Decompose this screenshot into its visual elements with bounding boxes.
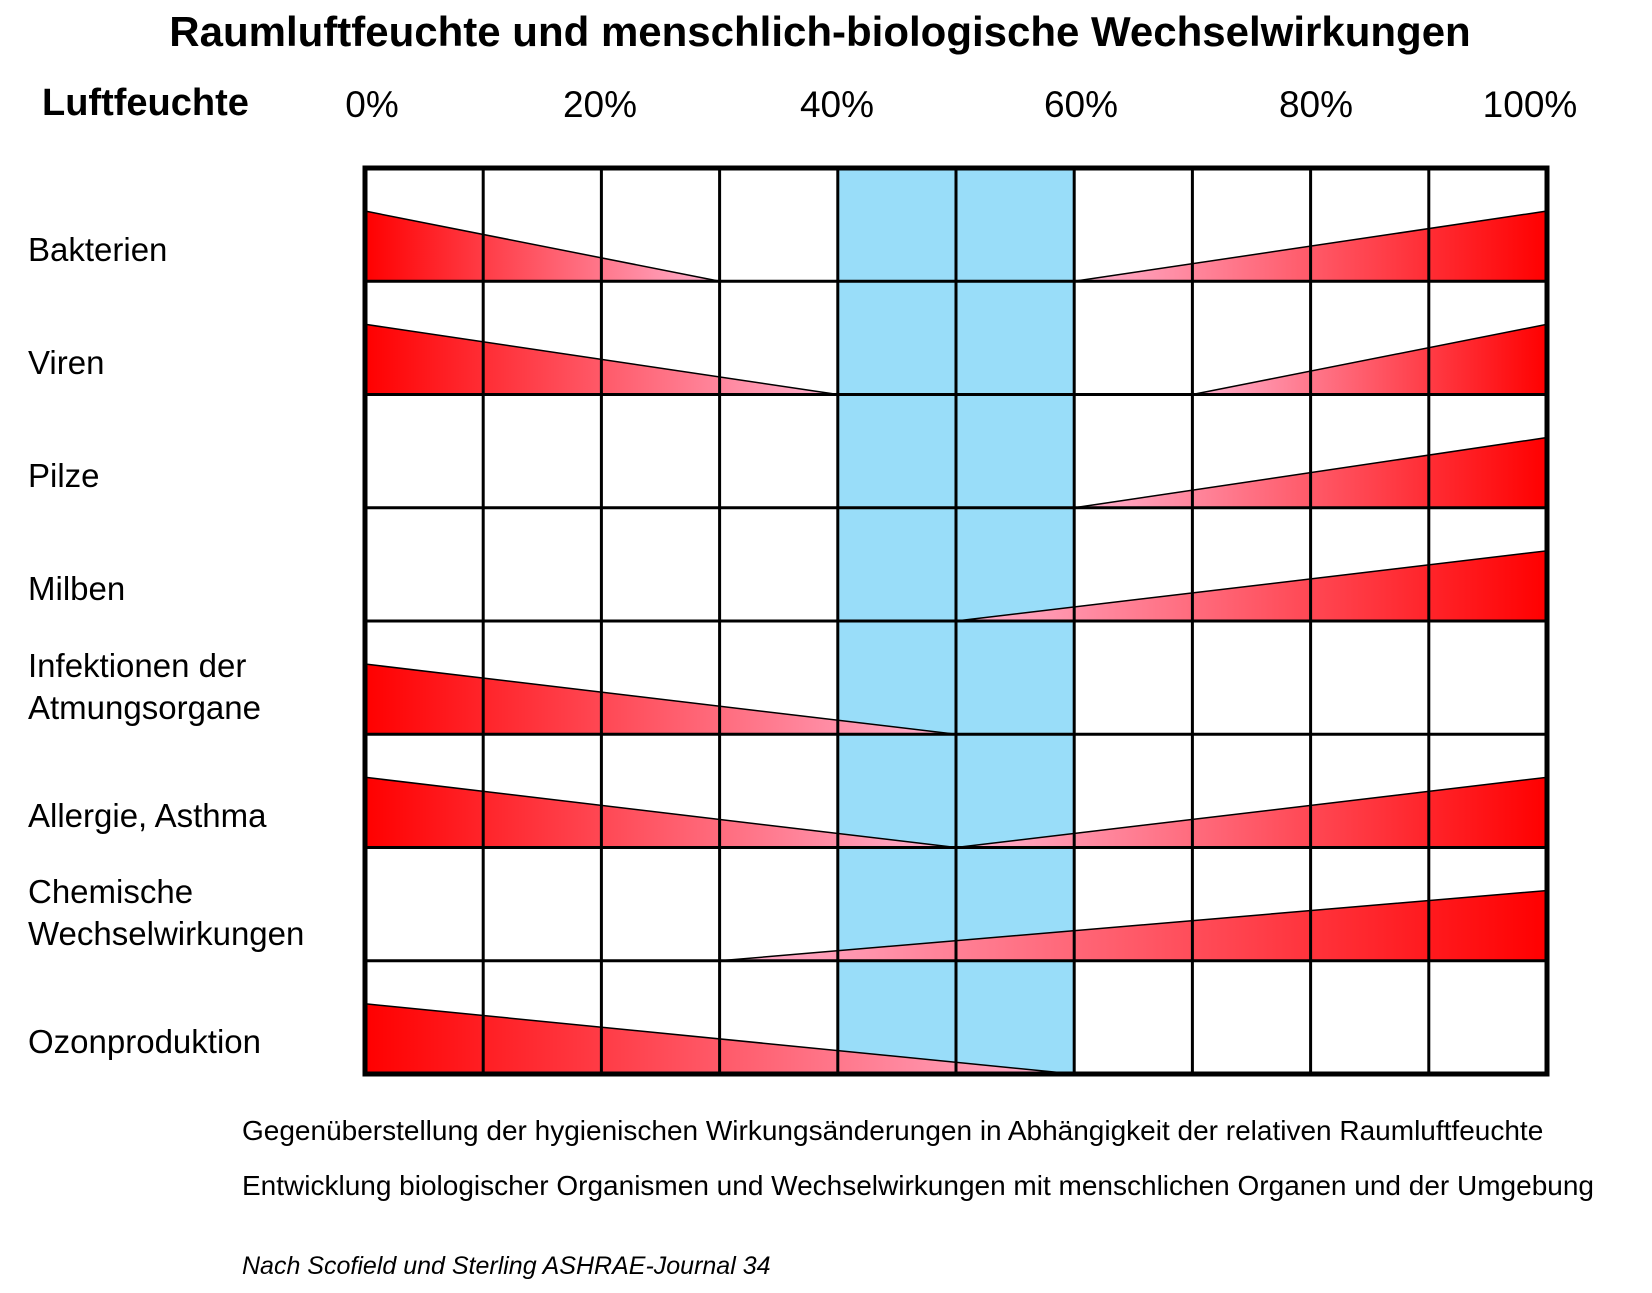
- caption-line-1: Gegenüberstellung der hygienischen Wirkungsänderungen in Abhängigkeit der relativen Raumluftfeuchte: [242, 1115, 1544, 1146]
- row-label-line: Ozonproduktion: [28, 1023, 261, 1061]
- row-label-line: Atmungsorgane: [28, 688, 261, 726]
- row-label-line: Wechselwirkungen: [28, 915, 305, 953]
- row-label-line: Milben: [28, 570, 126, 608]
- wedge-right-viren: [1192, 324, 1547, 394]
- row-label-line: Infektionen der: [28, 646, 247, 684]
- row-label-line: Chemische: [28, 873, 194, 911]
- chart-title: Raumluftfeuchte und menschlich-biologische Wechselwirkungen: [169, 8, 1471, 55]
- x-axis-label: Luftfeuchte: [42, 82, 249, 124]
- x-tick-label: 40%: [799, 84, 875, 125]
- wedge-left-bakterien: [365, 211, 720, 281]
- caption-line-2: Entwicklung biologischer Organismen und Wechselwirkungen mit menschlichen Organen und der Umgebung: [242, 1170, 1594, 1201]
- row-label-line: Bakterien: [28, 230, 168, 268]
- x-tick-label: 0%: [345, 84, 399, 125]
- x-tick-label: 60%: [1043, 84, 1119, 125]
- row-label-line: Allergie, Asthma: [28, 796, 267, 834]
- row-label-line: Viren: [28, 343, 105, 381]
- row-label-line: Pilze: [28, 457, 100, 495]
- x-tick-label: 100%: [1482, 84, 1578, 125]
- source-citation: Nach Scofield und Sterling ASHRAE-Journal 34: [242, 1252, 771, 1280]
- x-tick-label: 80%: [1278, 84, 1354, 125]
- x-tick-label: 20%: [562, 84, 638, 125]
